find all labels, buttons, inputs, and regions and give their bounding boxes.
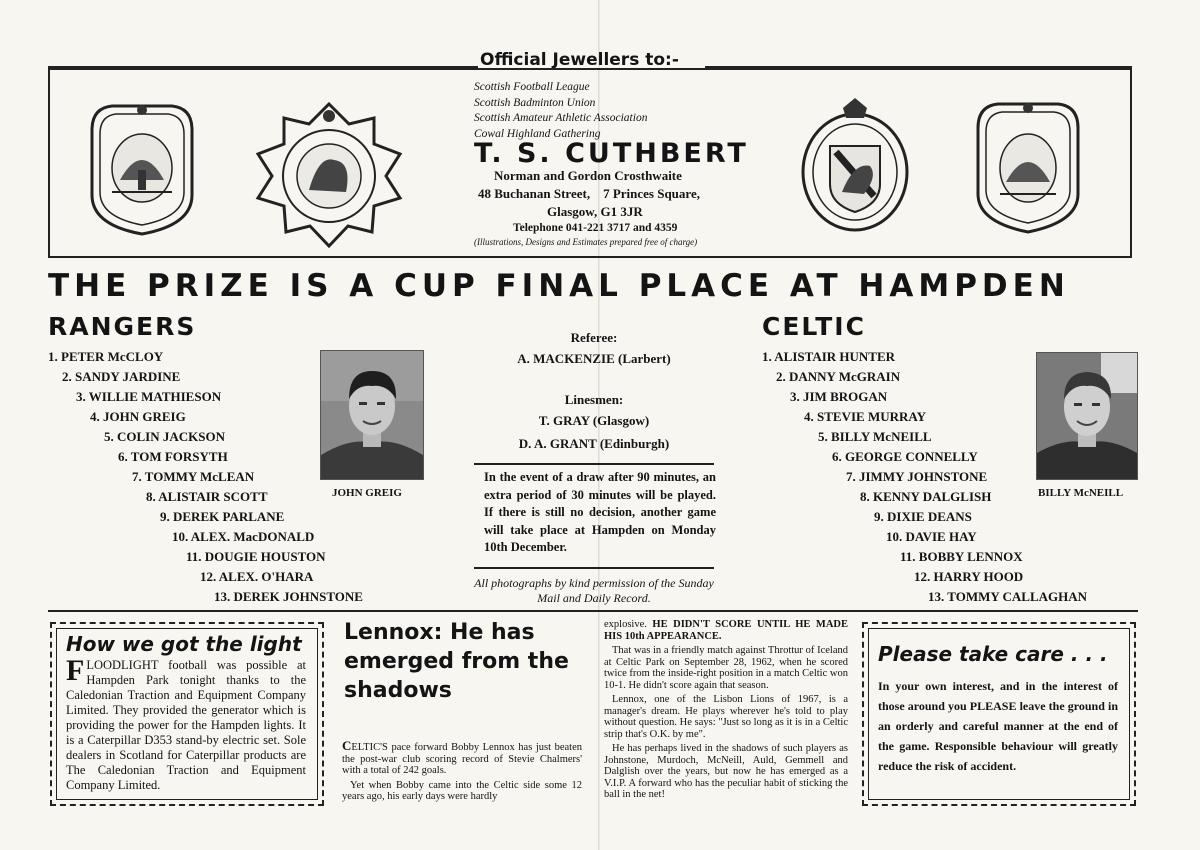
celtic-player: 11. BOBBY LENNOX [900,549,1023,564]
care-body: In your own interest, and in the interest of those around you PLEASE leave the ground in an orderly and careful manner at the end of the game. Responsible behaviour will greatly reduce the risk of accident. [878,679,1118,773]
rangers-player: 1. PETER McCLOY [48,349,164,364]
lennox-para-5: He has perhaps lived in the shadows of such players as Johnstone, Murdoch, McNeill, Auld, Gemmell and Dalglish over the years, but now he has emerged as a V.I.P. A forward who has the peculiar habit of sticking the ball in the net! [604,743,848,800]
celtic-player: 3. JIM BROGAN [790,389,888,404]
care-heading: Please take care . . . [878,642,1108,666]
rangers-team-name: RANGERS [48,312,197,341]
section-divider [48,610,1138,612]
rangers-player: 2. SANDY JARDINE [62,369,181,384]
league-championship-badge-icon [254,100,404,248]
lennox-column-2 [604,619,848,804]
linesman-1: T. GRAY (Glasgow) [538,413,650,428]
lennox-col2-lead: explosive. [604,619,647,630]
association-list [474,80,647,142]
rangers-player: 13. DEREK JOHNSTONE [214,589,363,604]
photo-credit: All photographs by kind permission of the Sunday Mail and Daily Record. [474,576,714,605]
lennox-drop-cap: C [342,738,352,753]
glasgow-cup-badge-icon [970,98,1086,238]
celtic-player: 6. GEORGE CONNELLY [832,449,978,464]
rangers-player: 9. DEREK PARLANE [160,509,285,524]
referee-name: A. MACKENZIE (Larbert) [517,351,671,366]
referee-label: Referee: [570,330,618,345]
firm-address-line-1: 48 Buchanan Street, 7 Princes Square, [478,186,700,201]
linesman-2: D. A. GRANT (Edinburgh) [518,436,670,451]
celtic-player: 4. STEVIE MURRAY [804,409,926,424]
firm-address-line-2: Glasgow, G1 3JR [547,204,643,219]
floodlight-heading: How we got the light [66,632,302,656]
floodlight-text: LOODLIGHT football was possible at Hampden Park tonight thanks to the Caledonian Traction and Equipment Company Limited. They provided the generator which is providing the power for the Hampden lights. It is a Caterpillar D353 stand-by electric set. Sole dealers in Scotland for Caterpillar products are The Caledonian Traction and Equipment Company Limited. [66,658,306,792]
celtic-player: 8. KENNY DALGLISH [860,489,992,504]
rangers-player: 3. WILLIE MATHIESON [76,389,222,404]
lennox-para-3: That was in a friendly match against Throttur of Iceland at Celtic Park on September 28, 1962, when he scored twice from the inside-right position in a match Celtic won 10-1. He didn't score again that season. [604,645,848,691]
celtic-player: 12. HARRY HOOD [914,569,1024,584]
linesmen-label: Linesmen: [564,392,624,407]
lennox-para-2: Yet when Bobby came into the Celtic side some 12 years ago, his early days were hardly [342,779,582,802]
celtic-player: 13. TOMMY CALLAGHAN [928,589,1088,604]
rangers-player: 6. TOM FORSYTH [118,449,228,464]
firm-illustrations-note: (Illustrations, Designs and Estimates prepared free of charge) [474,237,698,247]
association-item: Scottish Badminton Union [474,96,596,109]
association-item: Scottish Football League [474,81,590,93]
celtic-player: 7. JIMMY JOHNSTONE [846,469,988,484]
firm-owners: Norman and Gordon Crosthwaite [494,168,682,183]
rangers-player: 12. ALEX. O'HARA [200,569,314,584]
charity-cup-badge-icon [82,100,202,238]
celtic-player: 5. BILLY McNEILL [818,429,932,444]
rangers-player: 7. TOMMY McLEAN [132,469,255,484]
rangers-player: 11. DOUGIE HOUSTON [186,549,326,564]
headline: THE PRIZE IS A CUP FINAL PLACE AT HAMPDEN [48,268,1070,304]
floodlight-body [66,654,306,793]
rangers-player: 10. ALEX. MacDONALD [172,529,315,544]
lennox-heading: Lennox: He has emerged from the shadows [344,620,569,703]
rangers-player: 5. COLIN JACKSON [104,429,225,444]
celtic-player: 10. DAVIE HAY [886,529,977,544]
floodlight-drop-cap: F [66,654,85,687]
association-item: Cowal Highland Gathering [474,127,601,140]
lennox-column-1 [342,740,582,806]
jewellers-title: Official Jewellers to:- [480,50,679,70]
lennox-para-1: ELTIC'S pace forward Bobby Lennox has just beaten the post-war club scoring record of Stevie Chalmers' with a total of 242 goals. [342,742,582,776]
billy-mcneill-photo [1036,352,1138,480]
association-item: Scottish Amateur Athletic Association [474,112,648,124]
celtic-team-name: CELTIC [762,312,866,341]
firm-name: T. S. CUTHBERT [474,138,749,169]
lennox-col2-highlight: HE DIDN'T SCORE UNTIL HE MADE HIS 10th APPEARANCE. [604,619,848,642]
firm-telephone: Telephone 041-221 3717 and 4359 [513,222,678,234]
celtic-player: 9. DIXIE DEANS [874,509,972,524]
celtic-player: 1. ALISTAIR HUNTER [762,349,896,364]
scottish-football-league-badge-icon [798,96,912,236]
billy-mcneill-caption: BILLY McNEILL [1038,487,1124,499]
lennox-para-4: Lennox, one of the Lisbon Lions of 1967, is a manager's dream. He plays wherever he's told to play without question. He says: "Just so long as it is in a Celtic strip that's O.K. by me". [604,694,848,740]
john-greig-caption: JOHN GREIG [332,487,402,499]
rangers-player: 8. ALISTAIR SCOTT [146,489,268,504]
celtic-player: 2. DANNY McGRAIN [776,369,901,384]
rangers-player: 4. JOHN GREIG [90,409,186,424]
draw-note: In the event of a draw after 90 minutes, an extra period of 30 minutes will be played. If there is still no decision, another game will take place at Hampden on Monday 10th December. [484,470,716,554]
john-greig-photo [320,350,424,480]
